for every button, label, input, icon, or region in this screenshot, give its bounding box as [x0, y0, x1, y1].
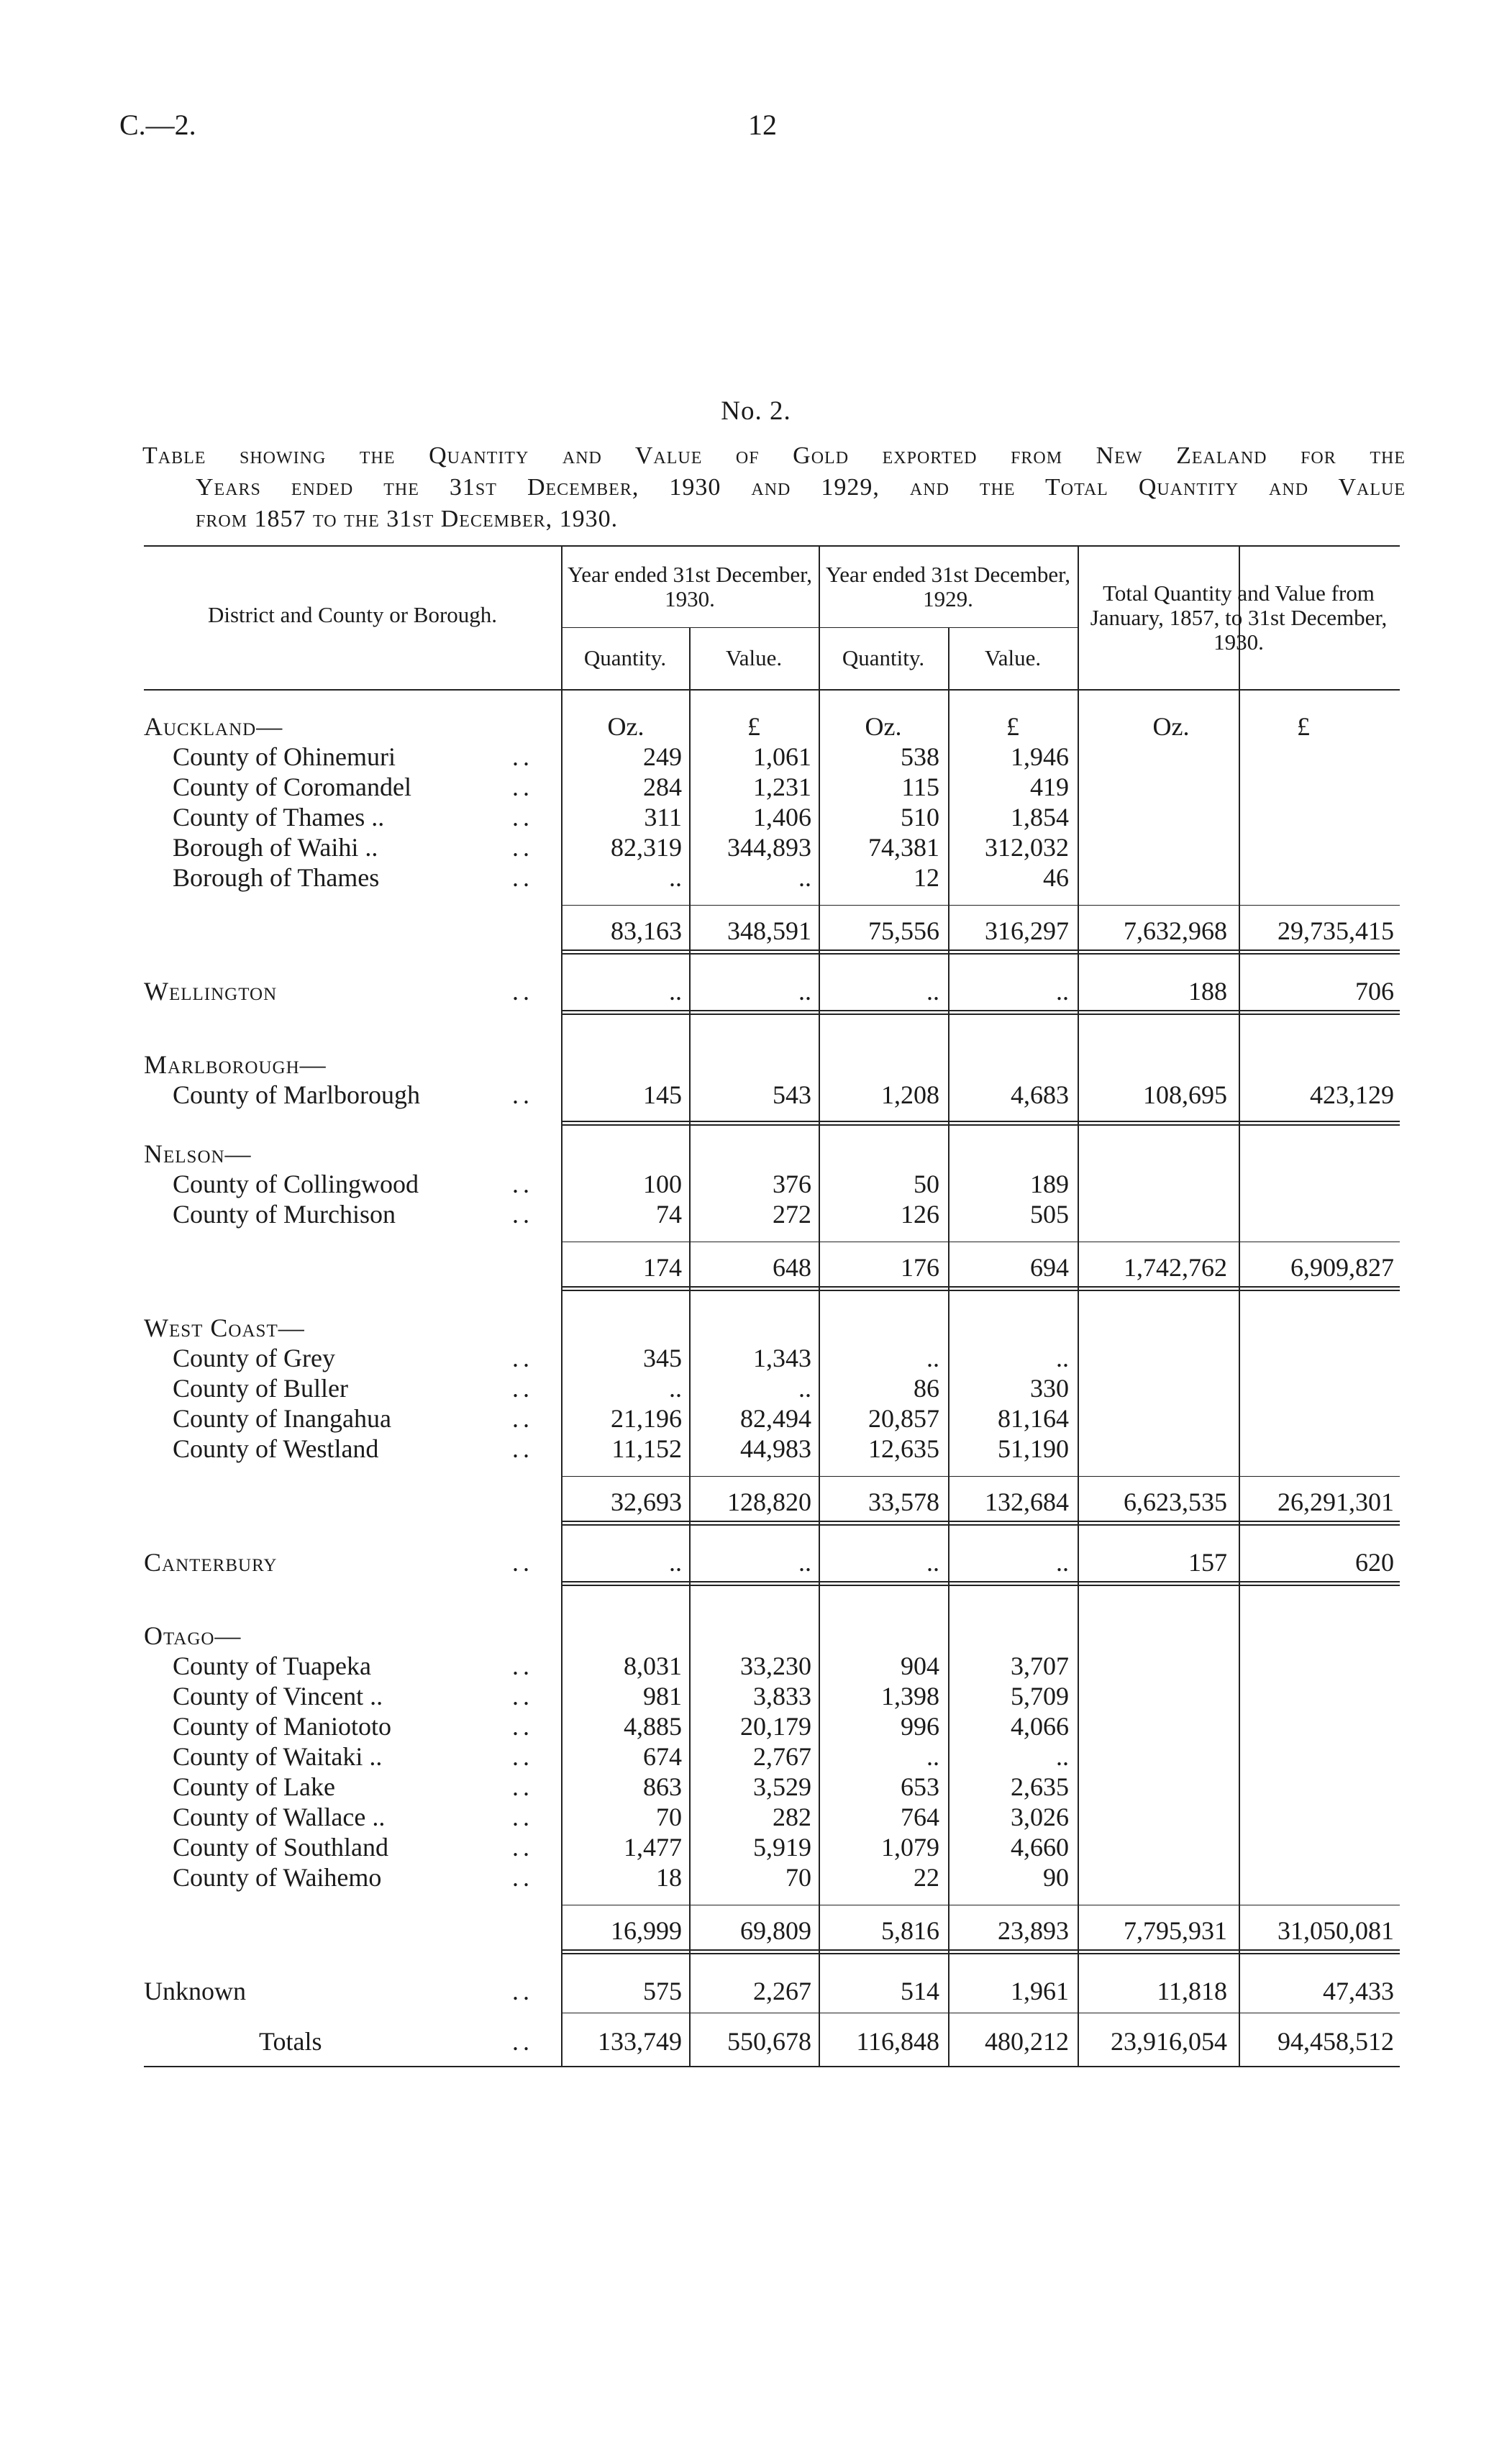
leader-dots: .. — [512, 1652, 534, 1680]
value-cell: 344,893 — [727, 833, 811, 862]
value-cell: 764 — [901, 1803, 939, 1831]
value-cell: 1,742,762 — [1124, 1253, 1227, 1282]
leader-dots: .. — [512, 1170, 534, 1198]
value-cell: 7,632,968 — [1124, 916, 1227, 945]
value-cell: 23,893 — [998, 1916, 1069, 1945]
leader-dots: .. — [512, 1712, 534, 1741]
leader-dots: .. — [512, 1434, 534, 1463]
value-cell: 423,129 — [1310, 1080, 1394, 1109]
header-top-rule — [144, 545, 1400, 547]
table-title — [142, 440, 1406, 535]
value-cell: 83,163 — [611, 916, 682, 945]
value-cell: 46 — [1043, 863, 1069, 892]
value-cell: 174 — [643, 1253, 682, 1282]
group-heading: Marlborough— — [144, 1050, 327, 1079]
value-cell: 345 — [643, 1344, 682, 1372]
value-cell: 50 — [914, 1170, 939, 1198]
leader-dots: .. — [512, 1080, 534, 1109]
leader-dots: .. — [512, 833, 534, 862]
value-cell: 51,190 — [998, 1434, 1069, 1463]
leader-dots: .. — [512, 1772, 534, 1801]
table-bottom-rule — [144, 2066, 1400, 2067]
value-cell: .. — [669, 1548, 682, 1577]
value-cell: 18 — [656, 1863, 682, 1892]
value-cell: 282 — [773, 1803, 811, 1831]
column-divider — [561, 689, 563, 2066]
value-cell: 32,693 — [611, 1488, 682, 1516]
value-cell: 5,919 — [753, 1833, 811, 1862]
value-cell: 653 — [901, 1772, 939, 1801]
value-cell: 419 — [1030, 773, 1069, 801]
value-cell: 4,885 — [624, 1712, 682, 1741]
table-rule — [561, 1524, 1400, 1526]
table-rule — [561, 1121, 1400, 1122]
table-rule — [561, 1014, 1400, 1015]
value-cell: 176 — [901, 1253, 939, 1282]
leader-dots: .. — [512, 1344, 534, 1372]
value-cell: 316,297 — [985, 916, 1069, 945]
district-name: County of Grey — [173, 1344, 335, 1372]
value-cell: 1,406 — [753, 803, 811, 832]
value-cell: 82,494 — [740, 1404, 811, 1433]
column-divider — [1078, 689, 1079, 2066]
value-cell: 132,684 — [985, 1488, 1069, 1516]
table-rule — [561, 949, 1400, 951]
value-cell: 145 — [643, 1080, 682, 1109]
district-name: County of Ohinemuri — [173, 742, 396, 771]
value-cell: .. — [926, 1344, 939, 1372]
value-cell: .. — [1056, 977, 1069, 1006]
district-name: County of Murchison — [173, 1200, 396, 1229]
value-cell: 1,208 — [881, 1080, 939, 1109]
value-cell: 20,179 — [740, 1712, 811, 1741]
value-cell: 996 — [901, 1712, 939, 1741]
value-cell: 189 — [1030, 1170, 1069, 1198]
group-heading: Canterbury — [144, 1548, 278, 1577]
district-name: County of Inangahua — [173, 1404, 391, 1433]
district-name: County of Maniototo — [173, 1712, 391, 1741]
value-cell: 1,946 — [1011, 742, 1069, 771]
unit-label: Oz. — [607, 712, 645, 741]
leader-dots: .. — [512, 1200, 534, 1229]
value-cell: 11,818 — [1157, 1977, 1227, 2005]
district-name: County of Marlborough — [173, 1080, 420, 1109]
value-cell: 249 — [643, 742, 682, 771]
value-cell: 133,749 — [598, 2027, 682, 2056]
value-cell: 1,477 — [624, 1833, 682, 1862]
district-name: County of Westland — [173, 1434, 379, 1463]
value-cell: 157 — [1188, 1548, 1227, 1577]
group-heading: Wellington — [144, 977, 278, 1006]
value-cell: 311 — [644, 803, 682, 832]
value-cell: 575 — [643, 1977, 682, 2005]
value-cell: 1,854 — [1011, 803, 1069, 832]
value-cell: .. — [669, 1374, 682, 1403]
value-cell: 21,196 — [611, 1404, 682, 1433]
value-cell: 75,556 — [868, 916, 939, 945]
value-cell: 12,635 — [868, 1434, 939, 1463]
value-cell: 12 — [914, 863, 939, 892]
value-cell: 538 — [901, 742, 939, 771]
value-cell: 4,660 — [1011, 1833, 1069, 1862]
totals-label: Totals — [259, 2027, 322, 2056]
value-cell: 116,848 — [856, 2027, 939, 2056]
district-name: County of Tuapeka — [173, 1652, 372, 1680]
value-cell: 3,833 — [753, 1682, 811, 1711]
value-cell: 2,267 — [753, 1977, 811, 2005]
district-name: County of Thames .. — [173, 803, 385, 832]
leader-dots: .. — [512, 1404, 534, 1433]
value-header: Value. — [725, 645, 783, 670]
subtotal-rule — [561, 1476, 1400, 1477]
value-cell: .. — [1056, 1548, 1069, 1577]
district-name: County of Waitaki .. — [173, 1742, 383, 1771]
district-name: Borough of Thames — [173, 863, 380, 892]
value-cell: 904 — [901, 1652, 939, 1680]
group-heading: West Coast— — [144, 1313, 305, 1342]
value-cell: 26,291,301 — [1278, 1488, 1394, 1516]
value-cell: .. — [1056, 1742, 1069, 1771]
value-cell: 22 — [914, 1863, 939, 1892]
value-cell: 272 — [773, 1200, 811, 1229]
value-cell: 16,999 — [611, 1916, 682, 1945]
district-name: County of Buller — [173, 1374, 348, 1403]
value-cell: .. — [926, 977, 939, 1006]
value-cell: 4,066 — [1011, 1712, 1069, 1741]
value-cell: 706 — [1355, 977, 1394, 1006]
leader-dots: .. — [512, 773, 534, 801]
value-cell: 620 — [1355, 1548, 1394, 1577]
column-header-1929: Year ended 31st December, 1929. — [826, 562, 1070, 611]
value-cell: 70 — [656, 1803, 682, 1831]
value-cell: 126 — [901, 1200, 939, 1229]
leader-dots: .. — [512, 1803, 534, 1831]
value-cell: 480,212 — [985, 2027, 1069, 2056]
value-cell: 1,398 — [881, 1682, 939, 1711]
value-cell: 33,578 — [868, 1488, 939, 1516]
value-cell: 6,909,827 — [1290, 1253, 1394, 1282]
district-name: County of Vincent .. — [173, 1682, 383, 1711]
table-number: No. 2. — [721, 396, 791, 426]
unit-label: £ — [747, 712, 760, 741]
column-header-1930: Year ended 31st December, 1930. — [568, 562, 812, 611]
unit-label: Oz. — [865, 712, 902, 741]
table-rule — [561, 953, 1400, 955]
table-rule — [561, 1286, 1400, 1288]
value-cell: 74 — [656, 1200, 682, 1229]
leader-dots: .. — [512, 803, 534, 832]
value-cell: 82,319 — [611, 833, 682, 862]
value-cell: .. — [669, 977, 682, 1006]
value-cell: 7,795,931 — [1124, 1916, 1227, 1945]
subtotal-rule — [561, 905, 1400, 906]
value-cell: 2,635 — [1011, 1772, 1069, 1801]
value-cell: 108,695 — [1143, 1080, 1227, 1109]
value-cell: 86 — [914, 1374, 939, 1403]
value-cell: 1,231 — [753, 773, 811, 801]
column-divider — [1078, 545, 1079, 689]
value-cell: 81,164 — [998, 1404, 1069, 1433]
column-divider — [689, 689, 691, 2066]
value-cell: .. — [798, 863, 811, 892]
value-cell: 47,433 — [1323, 1977, 1394, 2005]
value-cell: 11,152 — [611, 1434, 682, 1463]
value-cell: 330 — [1030, 1374, 1069, 1403]
value-cell: .. — [1056, 1344, 1069, 1372]
leader-dots: .. — [512, 863, 534, 892]
value-cell: 863 — [643, 1772, 682, 1801]
table-rule — [561, 1290, 1400, 1291]
table-rule — [561, 1953, 1400, 1954]
header-bottom-rule — [144, 689, 1400, 691]
district-name: County of Coromandel — [173, 773, 411, 801]
district-name: County of Collingwood — [173, 1170, 419, 1198]
value-cell: 3,529 — [753, 1772, 811, 1801]
leader-dots: .. — [512, 1863, 534, 1892]
district-name: Unknown — [144, 1977, 246, 2005]
value-cell: 4,683 — [1011, 1080, 1069, 1109]
group-heading: Otago— — [144, 1621, 242, 1650]
value-cell: 6,623,535 — [1124, 1488, 1227, 1516]
value-cell: 376 — [773, 1170, 811, 1198]
value-cell: 74,381 — [868, 833, 939, 862]
title-line-1: Table showing the Quantity and Value of Gold exported from New Zealand for the — [142, 442, 1406, 469]
leader-dots: .. — [512, 742, 534, 771]
value-cell: 5,816 — [881, 1916, 939, 1945]
leader-dots: .. — [512, 1833, 534, 1862]
table-rule — [561, 1581, 1400, 1582]
leader-dots: .. — [512, 2027, 534, 2056]
value-cell: 694 — [1030, 1253, 1069, 1282]
column-header-total: Total Quantity and Value from January, 1857, to 31st December, 1930. — [1090, 580, 1388, 655]
table-rule — [561, 1585, 1400, 1586]
district-name: County of Wallace .. — [173, 1803, 386, 1831]
value-cell: 100 — [643, 1170, 682, 1198]
value-cell: .. — [798, 977, 811, 1006]
unit-label: Oz. — [1152, 712, 1190, 741]
value-cell: 543 — [773, 1080, 811, 1109]
table-rule — [561, 1949, 1400, 1951]
district-name: Borough of Waihi .. — [173, 833, 378, 862]
group-heading: Auckland— — [144, 712, 283, 741]
value-cell: 505 — [1030, 1200, 1069, 1229]
district-name: County of Lake — [173, 1772, 335, 1801]
value-cell: 348,591 — [727, 916, 811, 945]
value-cell: 128,820 — [727, 1488, 811, 1516]
value-cell: .. — [798, 1374, 811, 1403]
value-cell: 981 — [643, 1682, 682, 1711]
value-cell: 115 — [901, 773, 939, 801]
value-cell: .. — [669, 863, 682, 892]
leader-dots: .. — [512, 1682, 534, 1711]
value-cell: .. — [926, 1742, 939, 1771]
document-reference: C.—2. — [119, 109, 196, 141]
unit-label: £ — [1006, 712, 1019, 741]
leader-dots: .. — [512, 977, 534, 1006]
value-cell: 70 — [785, 1863, 811, 1892]
value-cell: 1,061 — [753, 742, 811, 771]
value-cell: .. — [798, 1548, 811, 1577]
value-cell: 514 — [901, 1977, 939, 2005]
district-name: County of Southland — [173, 1833, 389, 1862]
value-cell: 312,032 — [985, 833, 1069, 862]
leader-dots: .. — [512, 1374, 534, 1403]
value-cell: 3,026 — [1011, 1803, 1069, 1831]
value-cell: 23,916,054 — [1111, 2027, 1227, 2056]
title-line-3: from 1857 to the 31st December, 1930. — [196, 506, 619, 532]
value-cell: 1,079 — [881, 1833, 939, 1862]
value-cell: 188 — [1188, 977, 1227, 1006]
value-cell: 674 — [643, 1742, 682, 1771]
column-divider — [948, 689, 949, 2066]
value-cell: 2,767 — [753, 1742, 811, 1771]
value-cell: 510 — [901, 803, 939, 832]
leader-dots: .. — [512, 1977, 534, 2005]
value-cell: 44,983 — [740, 1434, 811, 1463]
column-divider — [819, 689, 820, 2066]
quantity-header: Quantity. — [842, 645, 925, 670]
quantity-header: Quantity. — [583, 645, 667, 670]
page-number: 12 — [748, 109, 777, 141]
value-cell: 90 — [1043, 1863, 1069, 1892]
leader-dots: .. — [512, 1742, 534, 1771]
leader-dots: .. — [512, 1548, 534, 1577]
unit-label: £ — [1297, 712, 1310, 741]
value-cell: 1,961 — [1011, 1977, 1069, 2005]
district-name: County of Waihemo — [173, 1863, 382, 1892]
column-divider — [1239, 689, 1240, 2066]
table-rule — [561, 1521, 1400, 1522]
value-cell: 94,458,512 — [1278, 2027, 1394, 2056]
table-rule — [561, 1010, 1400, 1011]
title-line-2: Years ended the 31st December, 1930 and 1929, and the Total Quantity and Value — [196, 474, 1406, 501]
value-cell: 1,343 — [753, 1344, 811, 1372]
table-rule — [561, 1124, 1400, 1126]
value-cell: 550,678 — [727, 2027, 811, 2056]
value-cell: 31,050,081 — [1278, 1916, 1394, 1945]
value-cell: 29,735,415 — [1278, 916, 1394, 945]
value-cell: 20,857 — [868, 1404, 939, 1433]
column-header-district: District and County or Borough. — [207, 602, 498, 627]
value-cell: 648 — [773, 1253, 811, 1282]
value-cell: 3,707 — [1011, 1652, 1069, 1680]
value-cell: 33,230 — [740, 1652, 811, 1680]
group-heading: Nelson— — [144, 1139, 252, 1168]
value-cell: .. — [926, 1548, 939, 1577]
value-cell: 284 — [643, 773, 682, 801]
value-cell: 8,031 — [624, 1652, 682, 1680]
value-header: Value. — [984, 645, 1042, 670]
value-cell: 69,809 — [740, 1916, 811, 1945]
value-cell: 5,709 — [1011, 1682, 1069, 1711]
